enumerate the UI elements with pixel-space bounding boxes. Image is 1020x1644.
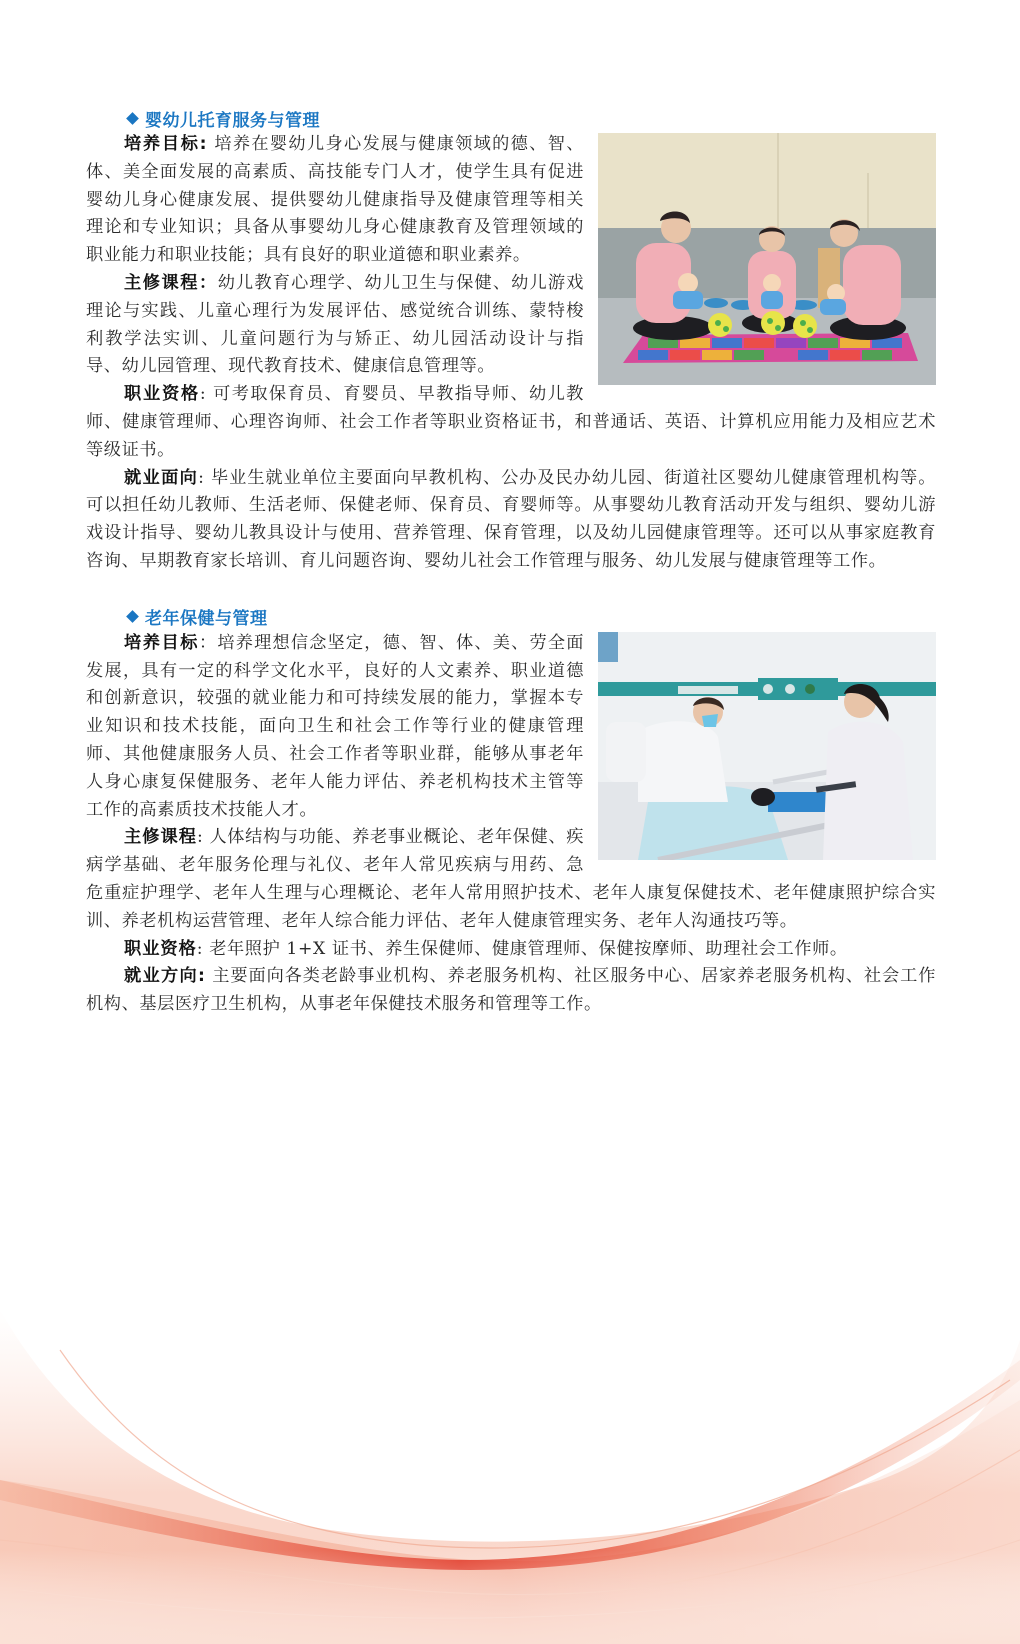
paragraph-label: 培养目标:	[124, 134, 208, 154]
paragraph-text: ：培养理想信念坚定，德、智、体、美、劳全面发展，具有一定的科学文化水平，良好的人文素养、职业道德和创新意识，较强的就业能力和可持续发展的能力，掌握本专业知识和技术技能，面向卫生和社会工作等行业的健康管理师、其他健康服务人员、社会工作者等职业群，能够从事老年人身心康复保健服务、老年人能力评估、养老机构技术主管等工作的高素质技术技能人才。	[86, 632, 584, 820]
section-heading	[126, 105, 936, 131]
paragraph-text: 幼儿教育心理学、幼儿卫生与保健、幼儿游戏理论与实践、儿童心理行为发展评估、感觉统合训练、蒙特梭利教学法实训、儿童问题行为与矫正、幼儿园活动设计与指导、幼儿园管理、现代教育技术、健康信息管理等。	[86, 272, 584, 377]
paragraph-text: : 毕业生就业单位主要面向早教机构、公办及民办幼儿园、街道社区婴幼儿健康管理机构等。可以担任幼儿教师、生活老师、保健老师、保育员、育婴师等。从事婴幼儿教育活动开发与组织、婴幼儿游戏设计指导、婴幼儿教具设计与使用、营养管理、保育管理，以及幼儿园健康管理等。还可以从事家庭教育咨询、早期教育家长培训、育儿问题咨询、婴幼儿社会工作管理与服务、幼儿发展与健康管理等工作。	[86, 467, 936, 571]
paragraph-label: 职业资格	[124, 384, 200, 405]
section-infant-care	[86, 105, 936, 576]
photo-elderly-care-training	[598, 632, 936, 860]
paragraph-text: 主要面向各类老龄事业机构、养老服务机构、社区服务中心、居家养老服务机构、社会工作机构、基层医疗卫生机构，从事老年保健技术服务和管理等工作。	[86, 966, 936, 1015]
paragraph-label: 就业方向:	[124, 966, 206, 987]
paragraph-qualifications	[86, 936, 936, 964]
paragraph-text: 培养在婴幼儿身心发展与健康领域的德、智、体、美全面发展的高素质、高技能专门人才，使学生具有促进婴幼儿身心健康发展、提供婴幼儿健康指导及健康管理等相关理论和专业知识；具备从事婴幼儿身心健康教育及管理领域的职业能力和职业技能；具有良好的职业道德和职业素养。	[86, 134, 584, 266]
paragraph-label: 主修课程	[124, 827, 197, 848]
photo-infant-care-training	[598, 133, 936, 385]
section-title: 老年保健与管理	[145, 609, 268, 630]
paragraph-employment	[86, 465, 936, 576]
paragraph-label: 职业资格	[124, 938, 197, 959]
section-elderly-care	[86, 604, 936, 1019]
paragraph-employment-direction	[86, 963, 936, 1019]
paragraph-label: 培养目标	[124, 632, 200, 653]
decorative-wave-background	[0, 1150, 1020, 1644]
paragraph-text: : 老年照护 1+X 证书、养生保健师、健康管理师、保健按摩师、助理社会工作师。	[196, 938, 848, 959]
section-title: 婴幼儿托育服务与管理	[145, 110, 320, 131]
paragraph-qualifications	[86, 381, 936, 464]
page-content	[86, 105, 936, 1019]
paragraph-text: : 可考取保育员、育婴员、早教指导师、幼儿教师、健康管理师、心理咨询师、社会工作者等职业资格证书，和普通话、英语、计算机应用能力及相应艺术等级证书。	[86, 384, 936, 460]
section-heading	[126, 604, 936, 630]
paragraph-label: 主修课程：	[124, 272, 218, 293]
paragraph-text: : 人体结构与功能、养老事业概论、老年保健、疾病学基础、老年服务伦理与礼仪、老年人常见疾病与用药、急危重症护理学、老年人生理与心理概论、老年人常用照护技术、老年人康复保健技术、老年健康照护综合实训、养老机构运营管理、老年人综合能力评估、老年人健康管理实务、老年人沟通技巧等。	[86, 827, 936, 931]
paragraph-label: 就业面向	[124, 467, 199, 488]
diamond-icon	[126, 610, 139, 623]
diamond-icon	[126, 112, 139, 125]
